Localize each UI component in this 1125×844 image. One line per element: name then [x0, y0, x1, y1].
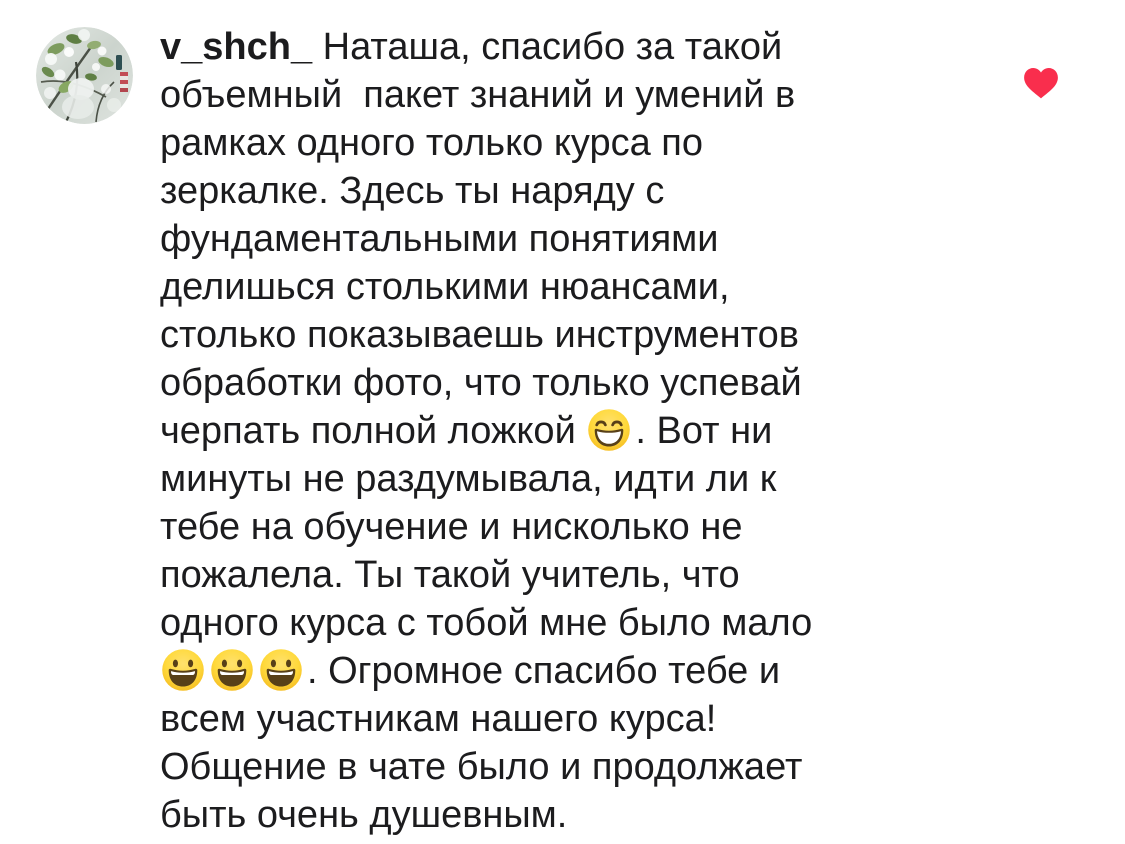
comment-text-segment: фундаментальными понятиями — [160, 218, 719, 260]
comment-line — [160, 71, 980, 119]
comment-text-segment: . Вот ни — [635, 410, 773, 452]
comment-line — [160, 455, 980, 503]
username-link[interactable]: v_shch_ — [160, 26, 313, 68]
comment-line — [160, 647, 980, 695]
comment-line — [160, 215, 980, 263]
comment-line — [160, 551, 980, 599]
comment-text-segment: обработки фото, что только успевай — [160, 362, 802, 404]
comment-line — [160, 119, 980, 167]
avatar[interactable] — [36, 27, 133, 124]
grinning-face-emoji — [210, 648, 254, 692]
comment-line — [160, 743, 980, 791]
heart-icon — [1022, 65, 1060, 100]
comment-text-segment: одного курса с тобой мне было мало — [160, 602, 813, 644]
comment-text-segment: рамках одного только курса по — [160, 122, 704, 164]
avatar-image — [36, 27, 133, 124]
comment-text-segment: пожалела. Ты такой учитель, что — [160, 554, 740, 596]
comment-text-segment: тебе на обучение и нисколько не — [160, 506, 743, 548]
grinning-face-emoji — [161, 648, 205, 692]
comment-line — [160, 791, 980, 839]
comment-line — [160, 407, 980, 455]
comment-line — [160, 23, 980, 71]
comment-line — [160, 695, 980, 743]
comment-text-segment: всем участникам нашего курса! — [160, 698, 717, 740]
beaming-face-emoji — [587, 408, 631, 452]
comment-text-segment: минуты не раздумывала, идти ли к — [160, 458, 777, 500]
comment-line — [160, 359, 980, 407]
comment-text-segment: объемный пакет знаний и умений в — [160, 74, 796, 116]
grinning-face-emoji — [259, 648, 303, 692]
comment-line — [160, 311, 980, 359]
comment-text-segment: быть очень душевным. — [160, 794, 568, 836]
comment-line — [160, 263, 980, 311]
comment-text-segment: . Огромное спасибо тебе и — [307, 650, 781, 692]
comment-text-segment: столько показываешь инструментов — [160, 314, 799, 356]
comment-text-segment: Наташа, спасибо за такой — [312, 26, 783, 68]
comment-text-segment: зеркалке. Здесь ты наряду с — [160, 170, 665, 212]
comment-text-segment: черпать полной ложкой — [160, 410, 587, 452]
comment-body — [160, 23, 980, 839]
like-button[interactable] — [1013, 54, 1069, 110]
comment-text-segment: делишься столькими нюансами, — [160, 266, 730, 308]
comment-line — [160, 167, 980, 215]
comment-text-segment: Общение в чате было и продолжает — [160, 746, 803, 788]
comment-line — [160, 503, 980, 551]
comment-line — [160, 599, 980, 647]
